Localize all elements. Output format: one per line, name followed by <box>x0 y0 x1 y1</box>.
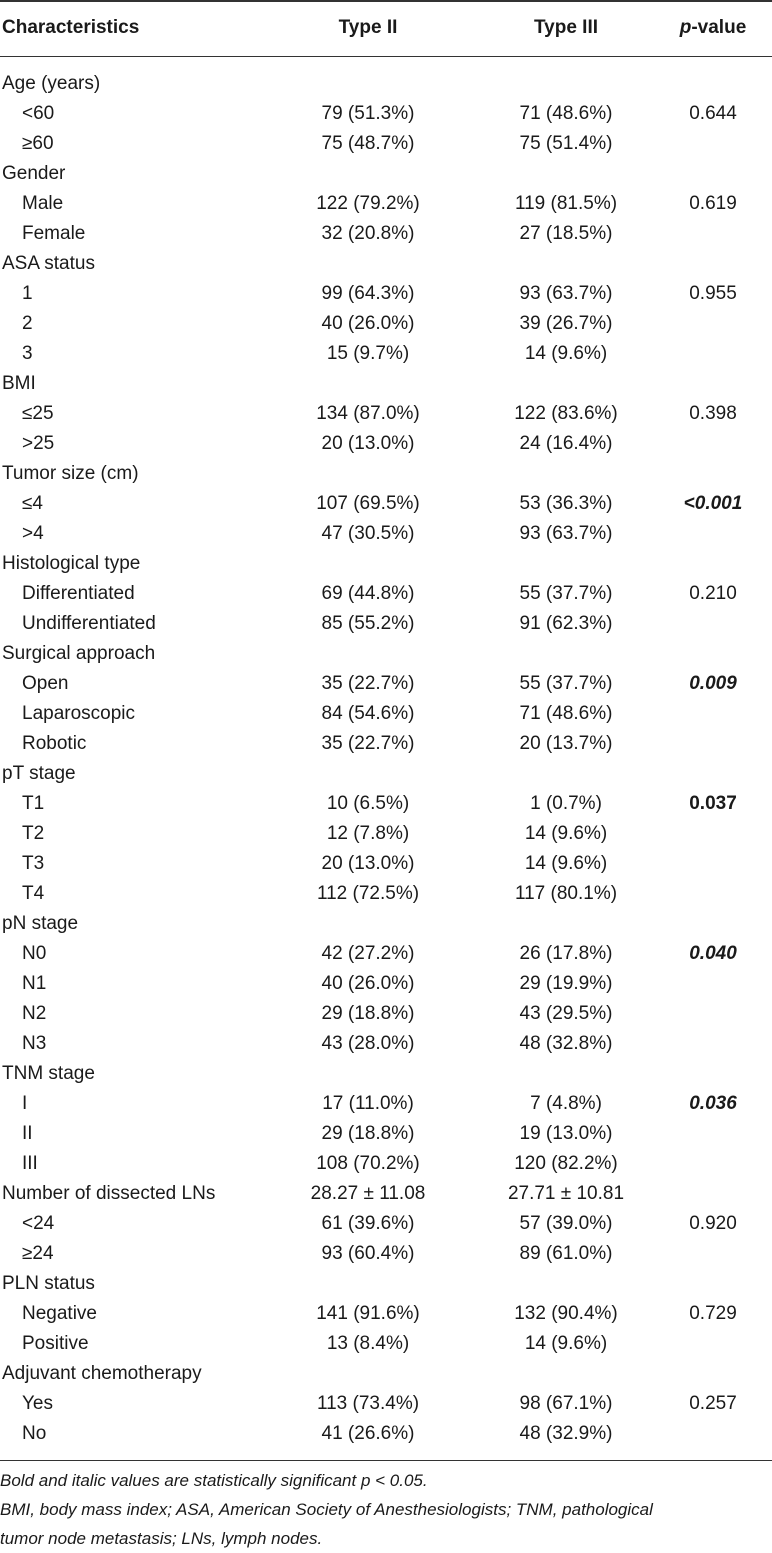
table-row <box>0 219 772 249</box>
row-sublabel: N1 <box>22 973 47 994</box>
table-row <box>0 1059 772 1089</box>
type-iii-value: 122 (83.6%) <box>514 403 618 424</box>
row-sublabel: Positive <box>22 1333 89 1354</box>
table-row <box>0 699 772 729</box>
type-ii-value: 35 (22.7%) <box>321 733 415 754</box>
p-value: 0.009 <box>689 673 737 694</box>
table-row <box>0 1269 772 1299</box>
header-p-italic: p <box>679 17 692 38</box>
table-row <box>0 819 772 849</box>
type-iii-value: 20 (13.7%) <box>519 733 613 754</box>
type-iii-value: 24 (16.4%) <box>519 433 613 454</box>
row-sublabel: Negative <box>22 1303 97 1324</box>
row-sublabel: Robotic <box>22 733 87 754</box>
header-p-value <box>660 13 766 43</box>
type-iii-value: 14 (9.6%) <box>524 823 608 844</box>
table-row <box>0 1419 772 1449</box>
table-row <box>0 669 772 699</box>
top-rule <box>0 0 772 2</box>
row-category-label: Gender <box>2 163 66 184</box>
table-row <box>0 909 772 939</box>
type-iii-value: 91 (62.3%) <box>519 613 613 634</box>
p-value: 0.036 <box>689 1093 737 1114</box>
table-row <box>0 1119 772 1149</box>
table-row <box>0 129 772 159</box>
type-ii-value: 17 (11.0%) <box>322 1093 414 1114</box>
table-row <box>0 399 772 429</box>
type-ii-value: 40 (26.0%) <box>321 313 415 334</box>
type-iii-value: 75 (51.4%) <box>519 133 613 154</box>
type-ii-value: 35 (22.7%) <box>321 673 415 694</box>
type-ii-value: 85 (55.2%) <box>321 613 415 634</box>
row-category-label: Age (years) <box>2 73 101 94</box>
type-ii-value: 29 (18.8%) <box>321 1003 415 1024</box>
type-ii-value: 79 (51.3%) <box>321 103 415 124</box>
type-ii-value: 113 (73.4%) <box>316 1393 420 1414</box>
table-row <box>0 1239 772 1269</box>
type-ii-value: 41 (26.6%) <box>321 1423 415 1444</box>
row-sublabel: II <box>22 1123 33 1144</box>
row-sublabel: <24 <box>22 1213 55 1234</box>
header-p-suffix: -value <box>691 17 747 38</box>
type-ii-value: 20 (13.0%) <box>321 853 415 874</box>
type-ii-value: 40 (26.0%) <box>321 973 415 994</box>
row-category-label: Histological type <box>2 553 141 574</box>
type-ii-value: 84 (54.6%) <box>321 703 415 724</box>
table-row <box>0 309 772 339</box>
footnote-significance: Bold and italic values are statistically significant p < 0.05. <box>0 1471 428 1490</box>
table-row <box>0 69 772 99</box>
row-sublabel: Yes <box>22 1393 53 1414</box>
bottom-rule <box>0 1460 772 1461</box>
table-row <box>0 249 772 279</box>
table-row <box>0 969 772 999</box>
header-characteristics: Characteristics <box>2 17 140 38</box>
table-row <box>0 489 772 519</box>
table-row <box>0 1089 772 1119</box>
table-row <box>0 549 772 579</box>
type-iii-value: 1 (0.7%) <box>530 793 602 814</box>
row-sublabel: T3 <box>22 853 45 874</box>
footnote-abbreviations-2: tumor node metastasis; LNs, lymph nodes. <box>0 1529 323 1548</box>
type-iii-value: 14 (9.6%) <box>524 343 608 364</box>
table-row <box>0 1029 772 1059</box>
row-sublabel: ≤25 <box>22 403 54 424</box>
row-category-label: PLN status <box>2 1273 95 1294</box>
p-value: 0.037 <box>689 793 737 814</box>
row-category-label: Tumor size (cm) <box>2 463 139 484</box>
table-row <box>0 579 772 609</box>
table-row <box>0 459 772 489</box>
type-ii-value: 10 (6.5%) <box>326 793 410 814</box>
type-iii-value: 29 (19.9%) <box>519 973 613 994</box>
type-ii-value: 28.27 ± 11.08 <box>310 1183 426 1204</box>
type-iii-value: 55 (37.7%) <box>519 583 613 604</box>
type-ii-value: 69 (44.8%) <box>321 583 415 604</box>
row-category-label: ASA status <box>2 253 95 274</box>
row-sublabel: >25 <box>22 433 55 454</box>
type-iii-value: 27 (18.5%) <box>519 223 613 244</box>
row-sublabel: Laparoscopic <box>22 703 136 724</box>
table-row <box>0 609 772 639</box>
type-iii-value: 89 (61.0%) <box>519 1243 613 1264</box>
type-iii-value: 93 (63.7%) <box>519 283 613 304</box>
table-row <box>0 729 772 759</box>
type-iii-value: 27.71 ± 10.81 <box>507 1183 625 1204</box>
type-ii-value: 42 (27.2%) <box>321 943 415 964</box>
type-ii-value: 112 (72.5%) <box>316 883 420 904</box>
p-value: 0.619 <box>689 193 737 214</box>
row-sublabel: >4 <box>22 523 44 544</box>
footnote-abbreviations-1: BMI, body mass index; ASA, American Society of Anesthesiologists; TNM, pathological <box>0 1500 653 1519</box>
type-ii-value: 43 (28.0%) <box>321 1033 415 1054</box>
table-row <box>0 1359 772 1389</box>
table-row <box>0 639 772 669</box>
header-type-iii: Type III <box>533 17 599 38</box>
table-row <box>0 879 772 909</box>
table-row <box>0 1149 772 1179</box>
table-header <box>0 13 772 43</box>
row-sublabel: 1 <box>22 283 33 304</box>
row-sublabel: T1 <box>22 793 45 814</box>
row-category-label: BMI <box>2 373 36 394</box>
table-row <box>0 369 772 399</box>
row-category-label: Number of dissected LNs <box>2 1183 216 1204</box>
type-iii-value: 117 (80.1%) <box>514 883 618 904</box>
table-row <box>0 99 772 129</box>
header-rule <box>0 56 772 57</box>
p-value: 0.040 <box>689 943 737 964</box>
type-iii-value: 119 (81.5%) <box>514 193 618 214</box>
table-row <box>0 429 772 459</box>
type-ii-value: 47 (30.5%) <box>321 523 415 544</box>
type-ii-value: 141 (91.6%) <box>316 1303 420 1324</box>
type-iii-value: 132 (90.4%) <box>514 1303 618 1324</box>
row-category-label: Surgical approach <box>2 643 156 664</box>
type-iii-value: 26 (17.8%) <box>519 943 613 964</box>
type-ii-value: 61 (39.6%) <box>321 1213 415 1234</box>
row-sublabel: ≤4 <box>22 493 43 514</box>
row-sublabel: Undifferentiated <box>22 613 156 634</box>
type-iii-value: 14 (9.6%) <box>524 853 608 874</box>
table-row <box>0 1329 772 1359</box>
row-sublabel: N0 <box>22 943 47 964</box>
row-sublabel: ≥60 <box>22 133 54 154</box>
type-ii-value: 107 (69.5%) <box>316 493 420 514</box>
type-iii-value: 93 (63.7%) <box>519 523 613 544</box>
row-sublabel: Differentiated <box>22 583 135 604</box>
type-ii-value: 12 (7.8%) <box>326 823 410 844</box>
row-sublabel: I <box>22 1093 28 1114</box>
row-sublabel: Open <box>22 673 69 694</box>
type-ii-value: 93 (60.4%) <box>321 1243 415 1264</box>
p-value: 0.644 <box>689 103 737 124</box>
type-iii-value: 98 (67.1%) <box>519 1393 613 1414</box>
row-sublabel: T4 <box>22 883 45 904</box>
row-category-label: TNM stage <box>2 1063 95 1084</box>
row-sublabel: 2 <box>22 313 33 334</box>
type-iii-value: 43 (29.5%) <box>519 1003 613 1024</box>
table-row <box>0 159 772 189</box>
type-iii-value: 120 (82.2%) <box>514 1153 618 1174</box>
type-iii-value: 71 (48.6%) <box>519 103 613 124</box>
type-iii-value: 39 (26.7%) <box>519 313 613 334</box>
type-ii-value: 15 (9.7%) <box>326 343 410 364</box>
type-ii-value: 75 (48.7%) <box>321 133 415 154</box>
table-row <box>0 339 772 369</box>
p-value: 0.257 <box>689 1393 737 1414</box>
table-row <box>0 1389 772 1419</box>
table-row <box>0 939 772 969</box>
table-row <box>0 1299 772 1329</box>
type-ii-value: 20 (13.0%) <box>321 433 415 454</box>
row-sublabel: <60 <box>22 103 55 124</box>
table-row <box>0 1179 772 1209</box>
row-sublabel: N3 <box>22 1033 47 1054</box>
p-value: 0.398 <box>689 403 737 424</box>
row-category-label: Adjuvant chemotherapy <box>2 1363 202 1384</box>
row-sublabel: T2 <box>22 823 45 844</box>
row-sublabel: 3 <box>22 343 33 364</box>
type-iii-value: 55 (37.7%) <box>519 673 613 694</box>
type-iii-value: 48 (32.9%) <box>519 1423 613 1444</box>
type-ii-value: 32 (20.8%) <box>321 223 415 244</box>
row-category-label: pT stage <box>2 763 76 784</box>
p-value: 0.920 <box>689 1213 737 1234</box>
table-row <box>0 189 772 219</box>
table-row <box>0 759 772 789</box>
type-iii-value: 57 (39.0%) <box>519 1213 613 1234</box>
type-ii-value: 99 (64.3%) <box>321 283 415 304</box>
row-sublabel: N2 <box>22 1003 47 1024</box>
type-iii-value: 7 (4.8%) <box>530 1093 602 1114</box>
type-ii-value: 122 (79.2%) <box>316 193 420 214</box>
p-value: 0.955 <box>689 283 737 304</box>
type-iii-value: 53 (36.3%) <box>519 493 613 514</box>
type-ii-value: 13 (8.4%) <box>326 1333 410 1354</box>
type-iii-value: 48 (32.8%) <box>519 1033 613 1054</box>
row-sublabel: Male <box>22 193 64 214</box>
type-ii-value: 108 (70.2%) <box>316 1153 420 1174</box>
table-row <box>0 279 772 309</box>
type-iii-value: 14 (9.6%) <box>524 1333 608 1354</box>
type-iii-value: 71 (48.6%) <box>519 703 613 724</box>
p-value: 0.729 <box>689 1303 737 1324</box>
row-sublabel: Female <box>22 223 86 244</box>
type-ii-value: 134 (87.0%) <box>316 403 420 424</box>
row-category-label: pN stage <box>2 913 79 934</box>
table-row <box>0 789 772 819</box>
table-row <box>0 849 772 879</box>
table-row <box>0 1209 772 1239</box>
table-row <box>0 999 772 1029</box>
p-value: 0.210 <box>689 583 737 604</box>
type-ii-value: 29 (18.8%) <box>321 1123 415 1144</box>
row-sublabel: III <box>22 1153 38 1174</box>
header-type-ii: Type II <box>338 17 398 38</box>
table-row <box>0 519 772 549</box>
p-value: <0.001 <box>683 493 743 514</box>
row-sublabel: No <box>22 1423 47 1444</box>
row-sublabel: ≥24 <box>22 1243 54 1264</box>
type-iii-value: 19 (13.0%) <box>519 1123 613 1144</box>
